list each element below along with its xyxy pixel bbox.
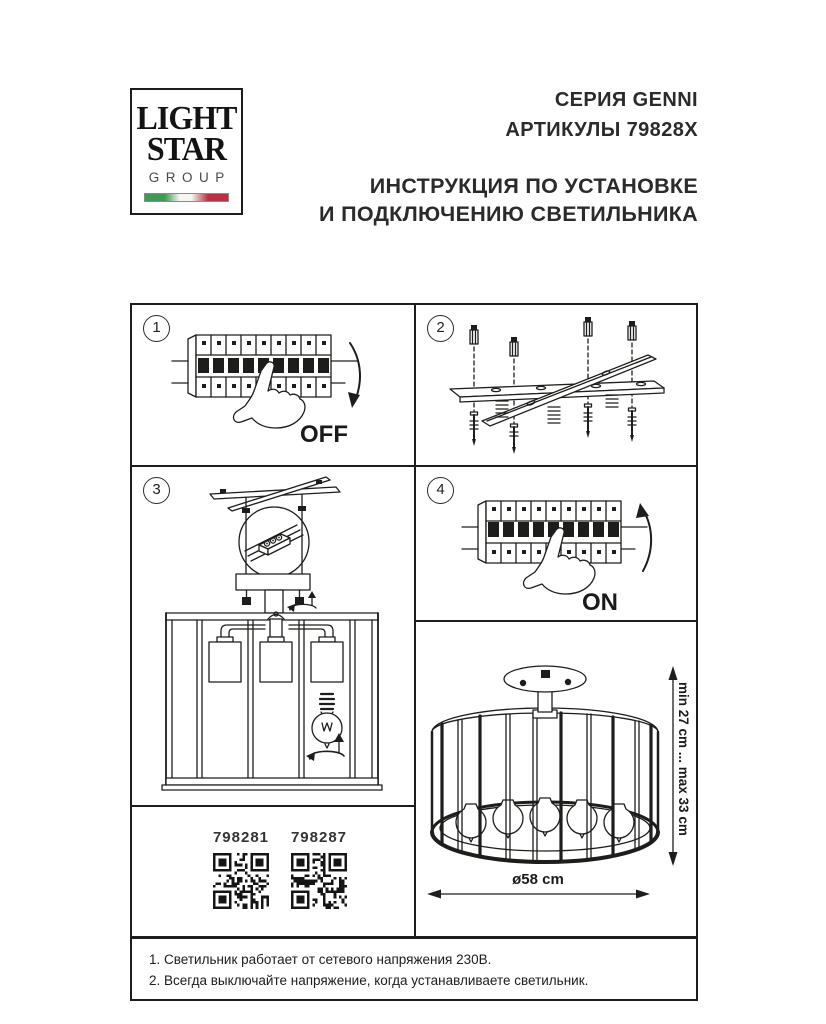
step1-panel [132,305,414,465]
canopy-plate [236,574,316,613]
dimensions-panel [416,622,696,936]
page-title-line2: И ПОДКЛЮЧЕНИЮ СВЕТИЛЬНИКА [319,202,698,226]
breaker-off-illustration [166,309,386,459]
article-code-item [210,829,272,909]
step3-panel [132,467,414,805]
qr-code-icon [291,853,347,909]
step2-panel [416,305,696,465]
mounting-brackets-illustration [436,315,686,455]
article-code-item [288,829,350,909]
logo-star-text: STAR [146,131,227,168]
note-line-2: 2. Всегда выключайте напряжение, когда устанавливаете светильник. [149,973,589,988]
lamp-sockets [209,612,343,682]
logo-light-text: LIGHT [136,100,237,137]
wall-plugs [470,317,636,356]
page-title-line1: ИНСТРУКЦИЯ ПО УСТАНОВКЕ [369,174,698,198]
instruction-grid [130,303,698,938]
page-title [319,172,698,228]
diameter-dimension [427,871,650,899]
step4-number-badge: 4 [427,477,454,504]
title-block [319,85,698,228]
drum-shade [432,708,658,862]
step1-number-badge: 1 [143,315,170,342]
italy-flag-icon [144,193,229,202]
series-title: СЕРИЯ GENNI [554,89,698,111]
bulbs [456,798,634,842]
note-line-1: 1. Светильник работает от сетевого напряжения 230В. [149,952,492,967]
height-dimension [669,666,692,866]
assembly-illustration [132,467,414,805]
logo-group-text: GROUP [148,170,231,185]
article-number: 798287 [290,829,348,846]
step2-number-badge: 2 [427,315,454,342]
canopy [504,666,586,718]
diameter-dimension-label: ø58 cm [512,871,564,888]
articles-title: АРТИКУЛЫ 79828X [505,119,698,141]
qr-code-icon [213,853,269,909]
notes-box [130,937,698,1001]
detail-circle [239,507,309,577]
qr-panel [132,807,414,936]
step4-panel [416,467,696,620]
article-number: 798281 [212,829,270,846]
on-label: ON [582,589,618,616]
arrow-down-icon [348,343,360,408]
breaker-on-illustration [456,475,676,625]
off-label: OFF [300,421,348,448]
article-codes [210,829,350,909]
lamp-dimensions-illustration [416,622,696,936]
step3-number-badge: 3 [143,477,170,504]
height-dimension-label: min 27 cm ... max 33 cm [676,682,691,836]
arrow-up-icon [636,503,651,571]
lightstar-logo [130,88,243,215]
